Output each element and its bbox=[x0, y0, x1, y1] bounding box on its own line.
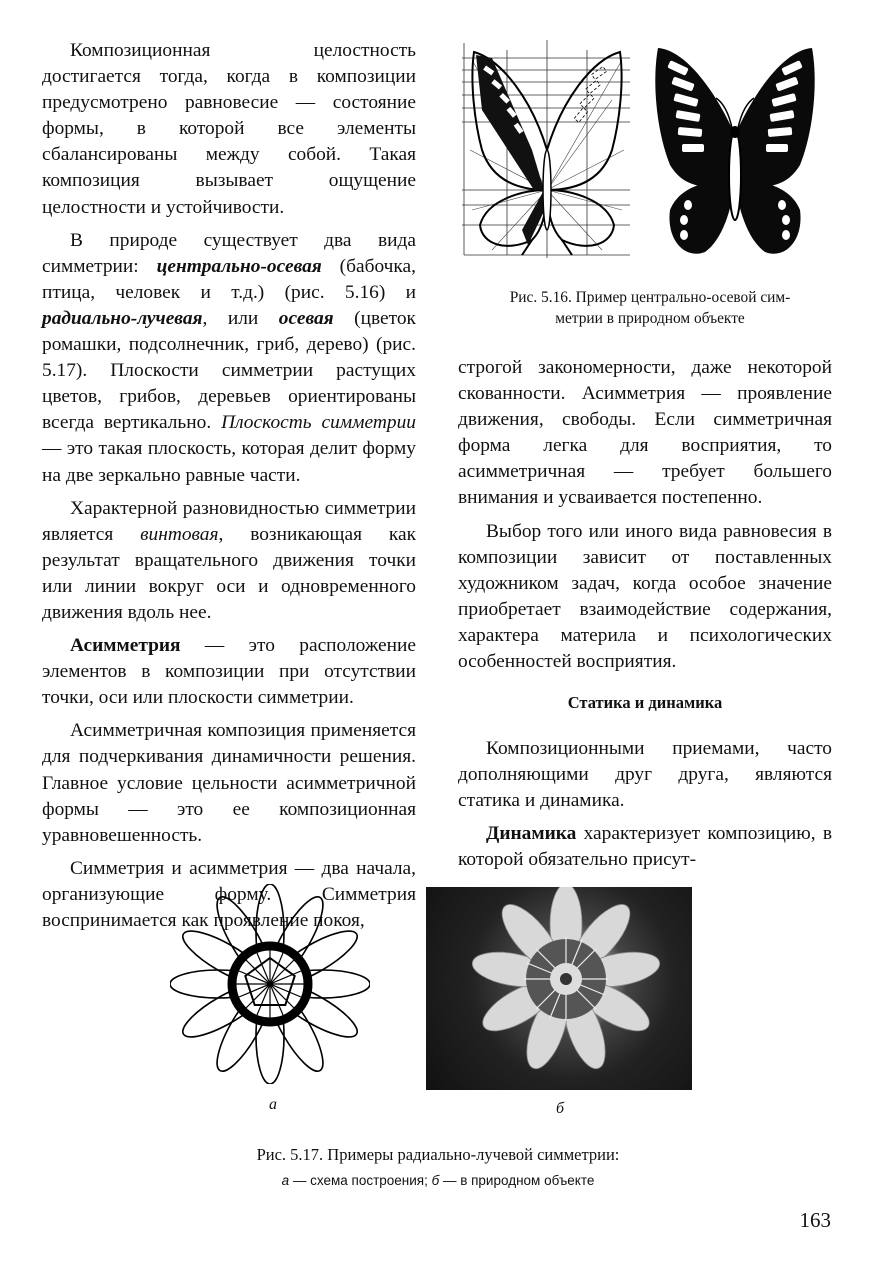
caption-line: метрии в природном объекте bbox=[555, 310, 745, 327]
paragraph: Симметрия и асимметрия — два начала, организующие форму. Симметрия воспринимается как проявление покоя, bbox=[42, 857, 416, 931]
term: Динамика bbox=[486, 823, 577, 845]
passion-flower-photo bbox=[426, 887, 692, 1090]
text-run: , или bbox=[202, 307, 279, 329]
figure-5-17-caption bbox=[150, 1142, 726, 1194]
term: осевая bbox=[278, 307, 334, 329]
butterfly-scheme-drawing bbox=[462, 40, 632, 262]
text-run: характеризует композицию, в которой обязательно присут- bbox=[458, 823, 832, 871]
butterfly-silhouette bbox=[650, 40, 820, 262]
caption-letter: б bbox=[431, 1173, 440, 1188]
text-run: , возникающая как результат вращательного движения точки или линии вокруг оси и одновременного движения вдоль нее. bbox=[42, 523, 416, 623]
right-column bbox=[458, 355, 832, 675]
paragraph bbox=[458, 821, 832, 873]
paragraph: строгой закономерности, даже некоторой скованности. Асимметрия — проявление движения, свободы. Если симметричная форма легка для восприятия, то асимметричная — требует большего внимания и усваивается постепенно. bbox=[458, 357, 832, 509]
left-column bbox=[42, 38, 416, 934]
paragraph bbox=[42, 633, 416, 711]
paragraph: Выбор того или иного вида равновесия в композиции зависит от поставленных художником задач, когда особое значение приобретает взаимодействие содержания, характера материла и психологических особенностей восприятия. bbox=[458, 520, 832, 673]
term: центрально-осевая bbox=[156, 255, 322, 277]
section-heading: Статика и динамика bbox=[567, 693, 723, 712]
text-run: — схема построения; bbox=[289, 1173, 432, 1188]
paragraph: Асимметричная композиция применяется для подчеркивания динамичности решения. Главное условие цельности асимметричной формы — это ее композиционная уравновешенность. bbox=[42, 720, 416, 846]
text-run: — в природном объекте bbox=[439, 1173, 595, 1188]
term: радиально-лучевая bbox=[42, 307, 203, 329]
term: Асимметрия bbox=[70, 635, 181, 657]
text-run: В природе существует два вида симметрии: bbox=[42, 229, 416, 277]
term: Плоскость симметрии bbox=[221, 412, 416, 434]
right-column-continued bbox=[458, 736, 832, 873]
paragraph bbox=[42, 496, 416, 626]
text-run: Характерной разновидностью симметрии является bbox=[42, 497, 416, 545]
text-run: (цветок ромашки, подсолнечник, гриб, дерево) (рис. 5.17). Плоскости симметрии растущих цветов, грибов, деревьев ориентированы всегда вертикально. bbox=[42, 307, 416, 434]
text-run: — это расположение элементов в композиции при отсутствии точки, оси или плоскости симметрии. bbox=[42, 635, 416, 709]
paragraph: Композиционными приемами, часто дополняющими друг друга, являются статика и динамика. bbox=[458, 738, 832, 812]
flower-drawing bbox=[426, 887, 692, 1090]
figure-5-16 bbox=[462, 40, 842, 262]
radial-symmetry-scheme bbox=[170, 884, 370, 1084]
figure-label-a: а bbox=[269, 1096, 277, 1113]
paragraph: Композиционная целостность достигается тогда, когда в композиции предусмотрено равновесие — состояние формы, в которой все элементы сбалансированы между собой. Такая композиция вызывает ощущение целостности и устойчивости. bbox=[42, 40, 416, 218]
figure-5-16-caption bbox=[455, 287, 845, 329]
paragraph bbox=[42, 228, 416, 489]
caption-letter: а bbox=[281, 1173, 290, 1188]
caption-line bbox=[150, 1168, 726, 1194]
figure-label-b: б bbox=[555, 1100, 565, 1117]
caption-line: Рис. 5.17. Примеры радиально-лучевой симметрии: bbox=[256, 1145, 620, 1164]
term: винтовая bbox=[140, 523, 219, 545]
page-number: 163 bbox=[799, 1208, 831, 1232]
text-run: — это такая плоскость, которая делит форму на две зеркально равные части. bbox=[42, 438, 416, 486]
text-run: (бабочка, птица, человек и т.д.) (рис. 5.16) и bbox=[42, 255, 416, 303]
caption-line: Рис. 5.16. Пример центрально-осевой сим- bbox=[509, 289, 791, 306]
